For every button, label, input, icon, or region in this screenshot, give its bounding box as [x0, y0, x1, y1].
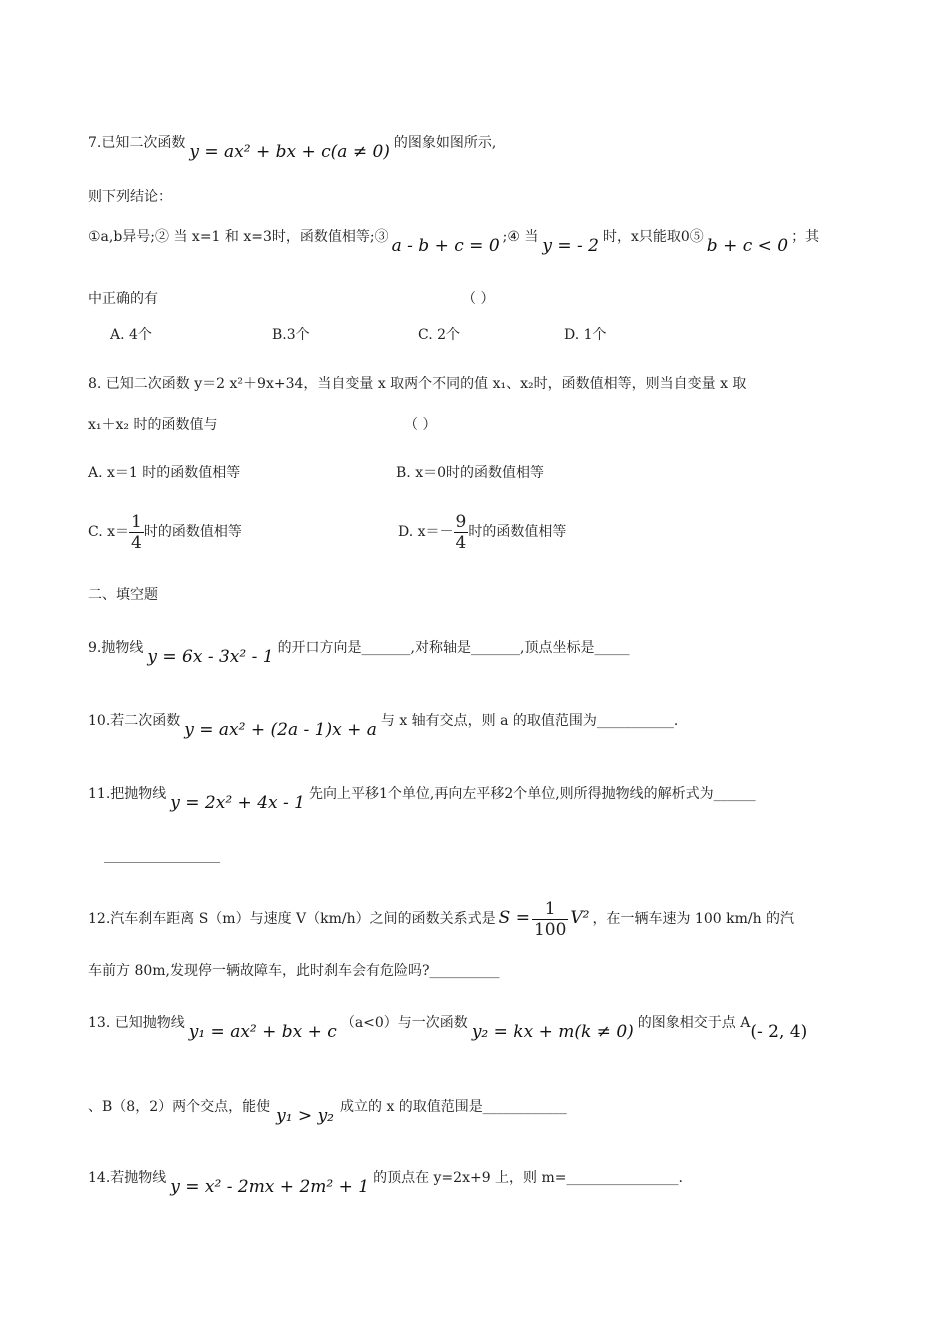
q7-intro: 则下列结论： — [88, 189, 172, 205]
q13-line2 — [88, 1098, 567, 1126]
q13-condition: （a<0）与一次函数 — [340, 1015, 468, 1031]
q7-option-c: C. 2个 — [418, 327, 461, 343]
q12-fraction-numerator: 1 — [532, 899, 568, 920]
q8-option-d-prefix: D. x＝－ — [398, 524, 454, 540]
q8-option-d — [398, 510, 566, 554]
q12-prefix: 12.汽车刹车距离 S（m）与速度 V（km/h）之间的函数关系式是 — [88, 911, 496, 927]
q11-line — [88, 785, 756, 813]
q12-suffix: ，在一辆车速为 100 km/h 的汽 — [592, 911, 795, 927]
q14-line — [88, 1169, 683, 1197]
q7-option-b: B.3个 — [272, 327, 310, 343]
q11-prefix: 11.把抛物线 — [88, 786, 167, 802]
q12-fraction-denominator: 100 — [533, 919, 567, 940]
q13-line2-prefix: 、B（8，2）两个交点，能使 — [88, 1099, 271, 1115]
q8-option-c-denominator: 4 — [131, 532, 142, 553]
q13-line2-suffix: 成立的 x 的取值范围是____________ — [340, 1099, 567, 1115]
q7-cond-c: 时，x只能取0⑤ — [602, 229, 704, 245]
q9-line — [88, 639, 630, 667]
q9-formula: y = 6x - 3x² - 1 — [147, 647, 274, 667]
q13-formula1: y₁ = ax² + bx + c — [188, 1022, 337, 1042]
q7-option-d: D. 1个 — [564, 327, 607, 343]
q8-option-a: A. x＝1 时的函数值相等 — [88, 465, 241, 481]
q7-formula4: b + c < 0 — [706, 236, 789, 256]
q8-option-b: B. x＝0时的函数值相等 — [396, 465, 544, 481]
q7-line1 — [88, 134, 497, 162]
q7-conditions — [88, 228, 820, 256]
q12-line1 — [88, 896, 794, 941]
q13-formula2: y₂ = kx + m(k ≠ 0) — [471, 1022, 634, 1042]
q7-cond-b: ;④ 当 — [502, 229, 539, 245]
q7-prefix: 7.已知二次函数 — [88, 135, 186, 151]
q8-option-c-numerator: 1 — [131, 511, 142, 532]
q8-option-d-suffix: 时的函数值相等 — [468, 524, 567, 540]
q8-option-c — [88, 510, 242, 554]
q7-cond-a: ①a,b异号;② 当 x=1 和 x=3时，函数值相等;③ — [88, 229, 389, 245]
q12-formula-rhs: V² — [570, 908, 590, 928]
q14-suffix: 的顶点在 y=2x+9 上，则 m=________________. — [373, 1170, 683, 1186]
section-fill-in-title: 二、填空题 — [88, 587, 158, 603]
q7-cond-d: ；其 — [791, 229, 820, 245]
q8-option-c-prefix: C. x＝ — [88, 524, 130, 540]
q7-formula2: a - b + c = 0 — [391, 236, 500, 256]
q10-prefix: 10.若二次函数 — [88, 713, 181, 729]
q9-prefix: 9.抛物线 — [88, 640, 144, 656]
q8-option-d-fraction — [454, 512, 469, 553]
q9-suffix: 的开口方向是_______,对称轴是_______,顶点坐标是_____ — [277, 640, 630, 656]
q7-formula: y = ax² + bx + c(a ≠ 0) — [189, 142, 390, 162]
q11-formula: y = 2x² + 4x - 1 — [170, 793, 305, 813]
q7-formula3: y = - 2 — [542, 236, 599, 256]
q8-option-c-suffix: 时的函数值相等 — [143, 524, 242, 540]
q14-formula: y = x² - 2mx + 2m² + 1 — [170, 1177, 370, 1197]
q7-suffix: 的图象如图所示, — [393, 135, 497, 151]
q11-answer-blank — [104, 862, 220, 863]
q11-suffix: 先向上平移1个单位,再向左平移2个单位,则所得抛物线的解析式为______ — [308, 786, 756, 802]
q13-point-a: (- 2, 4) — [750, 1022, 808, 1042]
q12-fraction — [532, 899, 568, 940]
q8-option-d-denominator: 4 — [455, 532, 467, 553]
q8-paren: （ ） — [404, 417, 437, 433]
q13-formula3: y₁ > y₂ — [276, 1106, 334, 1126]
q10-suffix: 与 x 轴有交点，则 a 的取值范围为___________. — [380, 713, 679, 729]
q13-line1 — [88, 1014, 808, 1042]
q13-prefix: 13. 已知抛物线 — [88, 1015, 185, 1031]
q8-line2: x₁＋x₂ 时的函数值与 — [88, 417, 218, 433]
q8-option-c-fraction — [129, 512, 144, 553]
q8-option-d-numerator: 9 — [455, 511, 467, 532]
q13-suffix: 的图象相交于点 A — [637, 1015, 751, 1031]
q7-option-a: A. 4个 — [110, 327, 152, 343]
q12-line2: 车前方 80m,发现停一辆故障车，此时刹车会有危险吗?__________ — [88, 963, 500, 979]
q14-prefix: 14.若抛物线 — [88, 1170, 167, 1186]
q12-formula-lhs: S = — [498, 908, 530, 928]
q10-formula: y = ax² + (2a - 1)x + a — [184, 720, 377, 740]
q7-tail: 中正确的有 — [88, 291, 158, 307]
q10-line — [88, 712, 679, 740]
q7-paren: （ ） — [462, 291, 495, 307]
q8-line1: 8. 已知二次函数 y＝2 x²＋9x+34，当自变量 x 取两个不同的值 x₁、x₂时，函数值相等，则当自变量 x 取 — [88, 376, 747, 392]
